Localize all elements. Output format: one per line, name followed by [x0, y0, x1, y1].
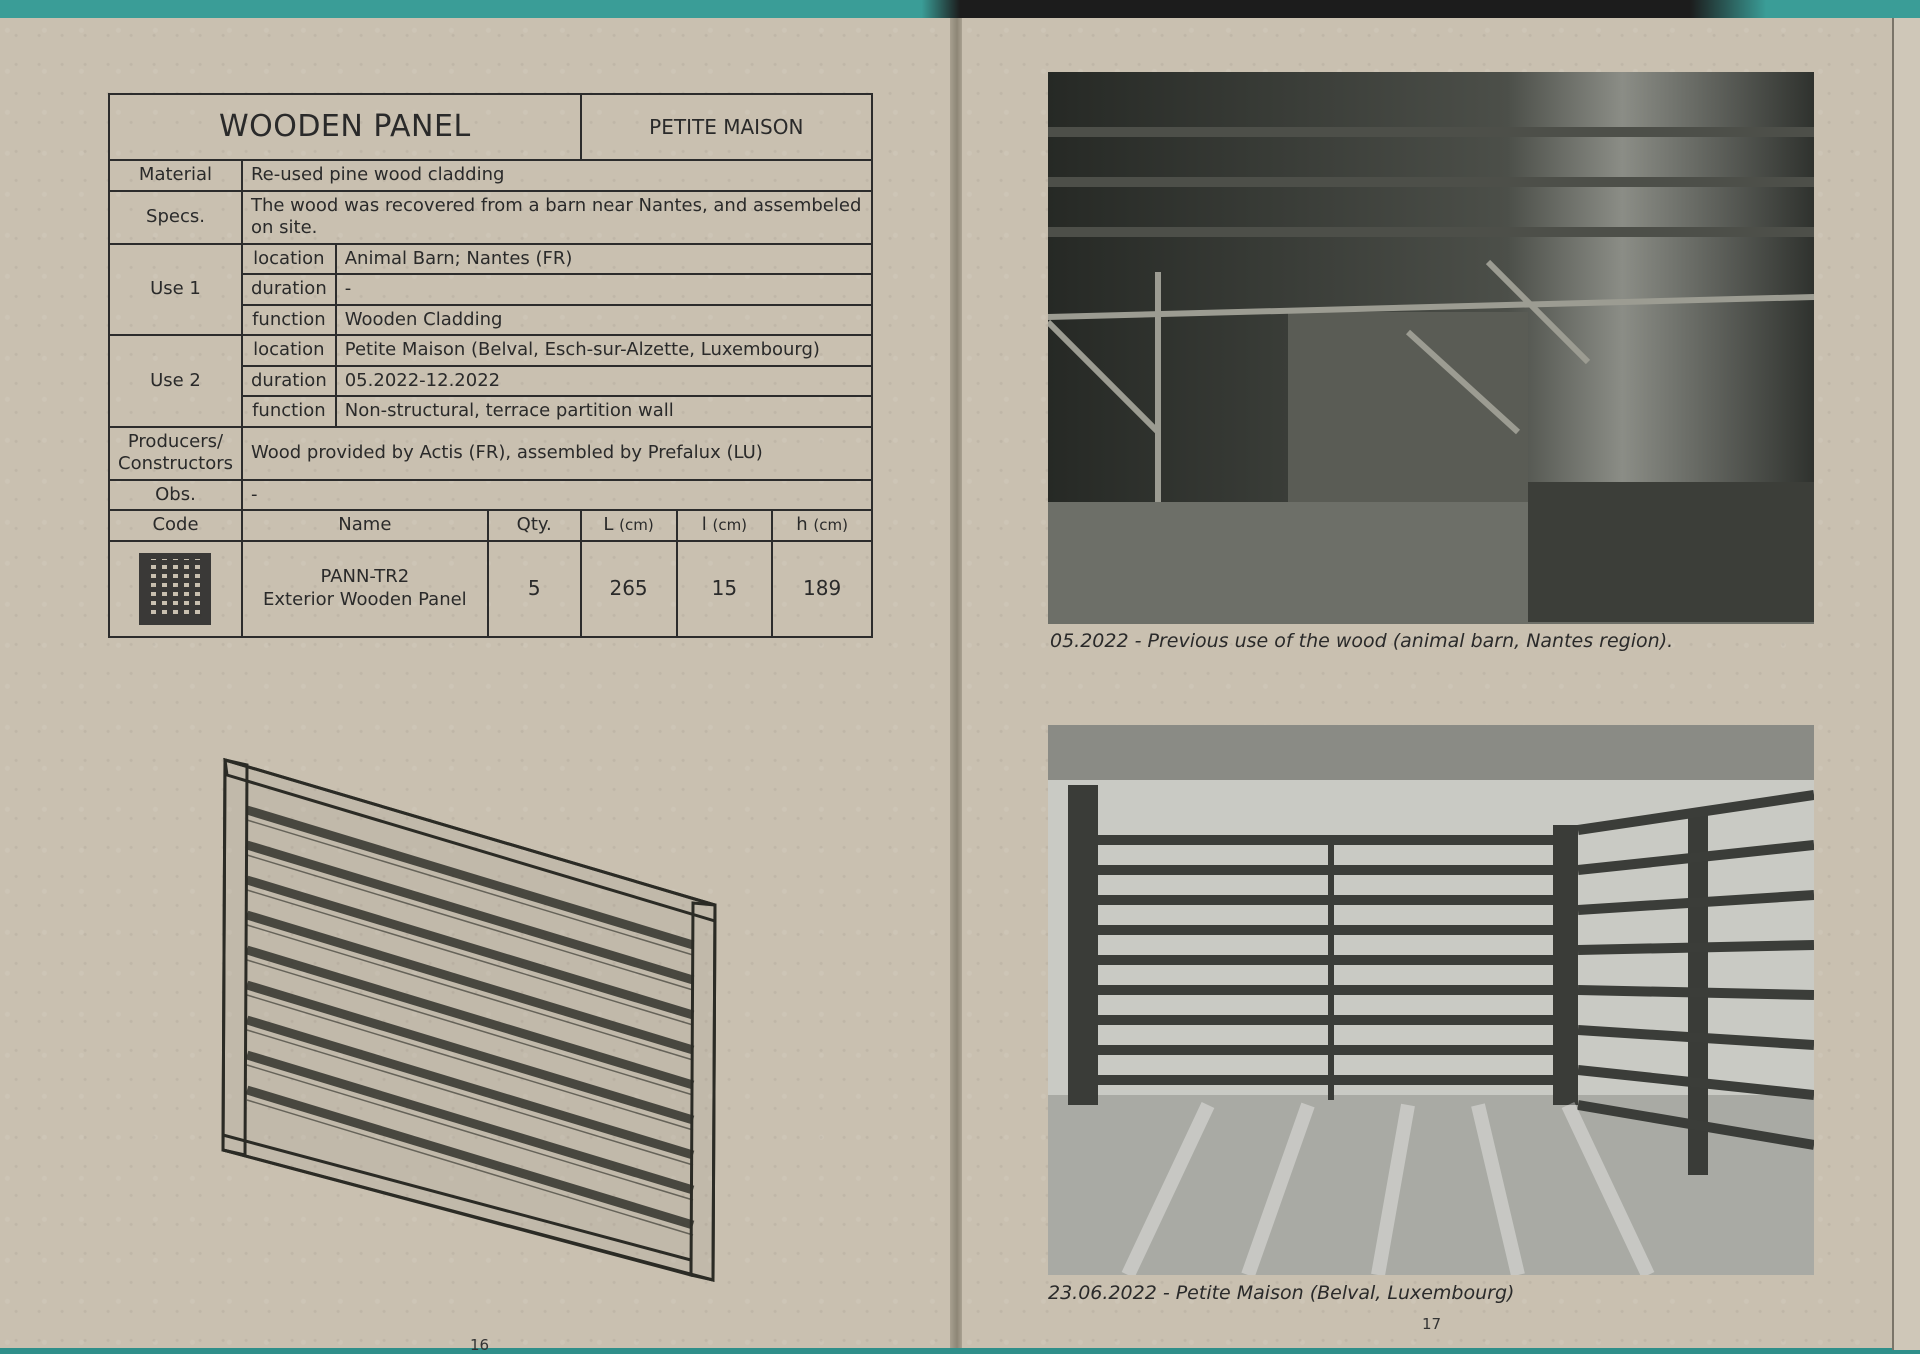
use1-function: Wooden Cladding — [336, 305, 872, 336]
use1-duration-label: duration — [242, 274, 336, 305]
obs-label: Obs. — [109, 480, 242, 511]
material-value: Re-used pine wood cladding — [242, 160, 872, 191]
use2-function: Non-structural, terrace partition wall — [336, 396, 872, 427]
use1-location: Animal Barn; Nantes (FR) — [336, 244, 872, 275]
length-header: L (cm) — [581, 510, 677, 541]
terrace-photo — [1048, 725, 1814, 1275]
use1-duration: - — [336, 274, 872, 305]
wooden-panel-drawing — [215, 755, 725, 1295]
item-description: Exterior Wooden Panel — [263, 588, 467, 610]
qty-header: Qty. — [488, 510, 581, 541]
name-header: Name — [242, 510, 488, 541]
page-number-right: 17 — [1422, 1315, 1442, 1333]
material-label: Material — [109, 160, 242, 191]
use1-label: Use 1 — [109, 244, 242, 336]
top-cover-strip — [0, 0, 1920, 20]
use1-location-label: location — [242, 244, 336, 275]
item-name — [242, 541, 488, 637]
item-code: PANN-TR2 — [320, 566, 410, 587]
specs-value: The wood was recovered from a barn near Nantes, and assembeled on site. — [242, 191, 872, 244]
producers-label — [109, 427, 242, 480]
use2-label: Use 2 — [109, 335, 242, 427]
use1-function-label: function — [242, 305, 336, 336]
use2-duration-label: duration — [242, 366, 336, 397]
qr-code-cell — [109, 541, 242, 637]
producers-label-line1: Producers/ — [127, 430, 224, 452]
use2-location: Petite Maison (Belval, Esch-sur-Alzette, Luxembourg) — [336, 335, 872, 366]
item-qty: 5 — [488, 541, 581, 637]
barn-photo — [1048, 72, 1814, 624]
item-width: 15 — [677, 541, 773, 637]
use2-duration: 05.2022-12.2022 — [336, 366, 872, 397]
use2-function-label: function — [242, 396, 336, 427]
obs-value: - — [242, 480, 872, 511]
item-height: 189 — [772, 541, 872, 637]
item-length: 265 — [581, 541, 677, 637]
project-name: PETITE MAISON — [581, 94, 872, 160]
panel-title: WOODEN PANEL — [109, 94, 581, 160]
page-number-left: 16 — [470, 1336, 490, 1354]
width-header: l (cm) — [677, 510, 773, 541]
spec-table — [108, 93, 873, 638]
qr-code-icon[interactable] — [139, 553, 211, 625]
page-edge — [1892, 18, 1920, 1350]
use2-location-label: location — [242, 335, 336, 366]
caption-top: 05.2022 - Previous use of the wood (animal barn, Nantes region). — [1050, 630, 1674, 652]
specs-label: Specs. — [109, 191, 242, 244]
caption-bottom: 23.06.2022 - Petite Maison (Belval, Luxembourg) — [1048, 1282, 1515, 1304]
height-header: h (cm) — [772, 510, 872, 541]
code-header: Code — [109, 510, 242, 541]
producers-value: Wood provided by Actis (FR), assembled by Prefalux (LU) — [242, 427, 872, 480]
producers-label-line2: Constructors — [118, 453, 233, 474]
